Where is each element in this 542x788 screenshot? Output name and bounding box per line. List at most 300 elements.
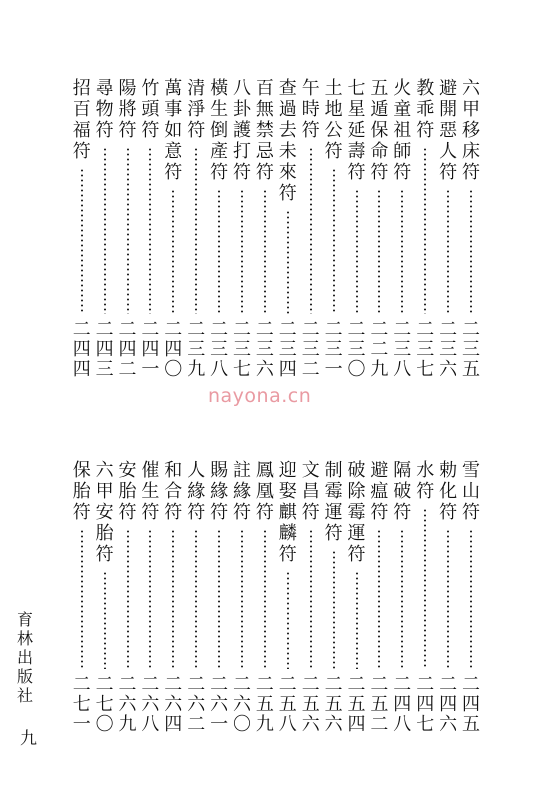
page-number: 九 xyxy=(20,729,37,749)
title-char: 福 xyxy=(72,120,91,141)
title-char: 時 xyxy=(301,99,320,120)
toc-entry[interactable] xyxy=(254,460,276,735)
title-char: 如 xyxy=(164,120,183,141)
toc-entry-page xyxy=(162,675,184,735)
dot-leader xyxy=(149,529,151,669)
publisher-char: 出 xyxy=(16,648,33,667)
toc-entry-title xyxy=(185,78,207,141)
title-char: 符 xyxy=(278,544,297,565)
dot-leader xyxy=(195,147,197,314)
title-char: 符 xyxy=(95,120,114,141)
title-char: 生 xyxy=(141,481,160,502)
dot-leader xyxy=(333,550,335,669)
title-char: 生 xyxy=(210,99,229,120)
title-char: 地 xyxy=(324,99,343,120)
page-digit: 七 xyxy=(95,694,114,715)
dot-leader xyxy=(127,147,129,314)
page-digit: 一 xyxy=(141,359,160,380)
toc-entry[interactable] xyxy=(323,460,345,735)
toc-entry-page xyxy=(185,675,207,735)
page-digit: 二 xyxy=(187,319,206,340)
toc-entry[interactable] xyxy=(414,78,436,380)
title-char: 百 xyxy=(72,99,91,120)
toc-entry-page xyxy=(208,320,230,380)
title-char: 開 xyxy=(439,99,458,120)
title-char: 雪 xyxy=(462,460,480,481)
title-char: 緣 xyxy=(210,481,229,502)
dot-leader xyxy=(447,189,449,314)
toc-entry[interactable] xyxy=(162,78,184,380)
dot-leader xyxy=(470,189,472,314)
toc-entry-title xyxy=(117,78,139,141)
title-char: 淨 xyxy=(187,99,206,120)
dot-leader xyxy=(356,571,358,669)
toc-entry[interactable] xyxy=(162,460,184,735)
page-digit: 六 xyxy=(439,714,458,735)
title-char: 火 xyxy=(393,78,412,99)
title-char: 勅 xyxy=(439,460,458,481)
title-char: 符 xyxy=(210,502,229,523)
title-char: 土 xyxy=(324,78,343,99)
title-char: 符 xyxy=(439,502,458,523)
page-digit: 〇 xyxy=(95,714,114,735)
toc-entry-page xyxy=(94,675,116,735)
toc-entry[interactable] xyxy=(185,460,207,735)
toc-entry[interactable] xyxy=(391,78,413,380)
toc-entry-title xyxy=(139,78,161,141)
title-char: 招 xyxy=(72,78,91,99)
page-digit: 六 xyxy=(301,714,320,735)
title-char: 符 xyxy=(210,162,229,183)
toc-entry[interactable] xyxy=(460,460,482,735)
dot-leader xyxy=(287,210,289,314)
toc-entry[interactable] xyxy=(254,78,276,380)
page-digit: 四 xyxy=(95,339,114,360)
title-char: 去 xyxy=(278,120,297,141)
page-digit: 五 xyxy=(462,359,480,380)
page-digit: 三 xyxy=(393,339,412,360)
dot-leader xyxy=(81,529,83,669)
toc-entry[interactable] xyxy=(346,78,368,380)
title-char: 遁 xyxy=(370,99,389,120)
toc-entry-title xyxy=(117,460,139,523)
title-char: 事 xyxy=(164,99,183,120)
dot-leader xyxy=(104,571,106,669)
toc-section-bottom xyxy=(62,460,482,735)
page-digit: 二 xyxy=(347,674,366,695)
toc-entry[interactable] xyxy=(437,460,459,735)
title-char: 山 xyxy=(462,481,480,502)
toc-entry-page xyxy=(208,675,230,735)
toc-entry[interactable] xyxy=(368,460,390,735)
toc-entry[interactable] xyxy=(346,460,368,735)
title-char: 星 xyxy=(347,99,366,120)
page-digit: 二 xyxy=(118,359,137,380)
title-char: 萬 xyxy=(164,78,183,99)
page-digit: 五 xyxy=(462,714,480,735)
toc-entry[interactable] xyxy=(277,78,299,380)
dot-leader xyxy=(172,529,174,669)
title-char: 緣 xyxy=(187,481,206,502)
page-digit: 二 xyxy=(324,319,343,340)
title-char: 胎 xyxy=(95,523,114,544)
title-char: 符 xyxy=(187,502,206,523)
page-digit: 三 xyxy=(95,359,114,380)
title-char: 符 xyxy=(416,120,435,141)
page-digit: 七 xyxy=(416,714,435,735)
toc-entry[interactable] xyxy=(437,78,459,380)
toc-entry[interactable] xyxy=(414,460,436,735)
title-char: 符 xyxy=(95,544,114,565)
page-digit: 二 xyxy=(301,319,320,340)
dot-leader xyxy=(81,168,83,314)
title-char: 師 xyxy=(393,141,412,162)
page-digit: 二 xyxy=(72,674,91,695)
toc-entry-page xyxy=(323,320,345,380)
title-char: 符 xyxy=(118,120,137,141)
toc-entry-page xyxy=(254,320,276,380)
title-char: 午 xyxy=(301,78,320,99)
title-char: 破 xyxy=(393,481,412,502)
publisher-char: 社 xyxy=(16,686,33,705)
page-digit: 二 xyxy=(164,319,183,340)
toc-entry-title xyxy=(277,78,299,204)
page-digit: 二 xyxy=(210,319,229,340)
title-char: 打 xyxy=(233,141,251,162)
title-char: 六 xyxy=(462,78,480,99)
title-char: 合 xyxy=(164,481,183,502)
page-digit: 七 xyxy=(233,359,251,380)
dot-leader xyxy=(401,189,403,314)
toc-entry[interactable] xyxy=(71,78,93,380)
title-char: 倒 xyxy=(210,120,229,141)
page-digit: 二 xyxy=(370,339,389,360)
title-char: 尋 xyxy=(95,78,114,99)
toc-entry[interactable] xyxy=(368,78,390,380)
title-char: 查 xyxy=(278,78,297,99)
toc-entry-title xyxy=(231,460,253,523)
title-char: 無 xyxy=(255,99,274,120)
page-digit: 二 xyxy=(393,319,412,340)
toc-entry[interactable] xyxy=(231,78,253,380)
title-char: 昌 xyxy=(301,481,320,502)
page-digit: 二 xyxy=(301,674,320,695)
title-char: 符 xyxy=(301,502,320,523)
page-digit: 一 xyxy=(210,714,229,735)
dot-leader xyxy=(447,529,449,669)
title-char: 霉 xyxy=(347,502,366,523)
page-digit: 三 xyxy=(255,339,274,360)
toc-entry[interactable] xyxy=(277,460,299,735)
toc-entry-page xyxy=(71,675,93,735)
title-char: 符 xyxy=(278,183,297,204)
toc-entry-page xyxy=(139,675,161,735)
page-digit: 六 xyxy=(210,694,229,715)
toc-entry-page xyxy=(460,320,482,380)
title-char: 護 xyxy=(233,120,251,141)
toc-entry-title xyxy=(368,78,390,183)
page-digit: 一 xyxy=(324,359,343,380)
title-char: 過 xyxy=(278,99,297,120)
title-char: 保 xyxy=(370,120,389,141)
toc-entry-page xyxy=(437,320,459,380)
title-char: 鳳 xyxy=(255,460,274,481)
page-digit: 二 xyxy=(439,674,458,695)
toc-entry-page xyxy=(231,675,253,735)
title-char: 凰 xyxy=(255,481,274,502)
toc-entry[interactable] xyxy=(460,78,482,380)
title-char: 除 xyxy=(347,481,366,502)
toc-entry-page xyxy=(300,675,322,735)
toc-entry[interactable] xyxy=(231,460,253,735)
page-digit: 二 xyxy=(255,319,274,340)
page-digit: 〇 xyxy=(164,359,183,380)
title-char: 安 xyxy=(118,460,137,481)
page-digit: 五 xyxy=(255,694,274,715)
title-char: 緣 xyxy=(233,481,251,502)
page-digit: 六 xyxy=(233,694,251,715)
page-digit: 二 xyxy=(370,319,389,340)
toc-entry[interactable] xyxy=(323,78,345,380)
title-char: 未 xyxy=(278,141,297,162)
title-char: 制 xyxy=(324,460,343,481)
toc-entry-title xyxy=(323,460,345,544)
toc-entry-title xyxy=(391,460,413,523)
title-char: 卦 xyxy=(233,99,251,120)
page-digit: 〇 xyxy=(347,359,366,380)
toc-entry-title xyxy=(94,78,116,141)
page-digit: 五 xyxy=(370,694,389,715)
page-digit: 五 xyxy=(347,694,366,715)
title-char: 胎 xyxy=(118,481,137,502)
watermark-text: nayona.cn xyxy=(208,385,312,407)
title-char: 公 xyxy=(324,120,343,141)
title-char: 避 xyxy=(439,78,458,99)
title-char: 符 xyxy=(462,162,480,183)
page-digit: 二 xyxy=(118,319,137,340)
title-char: 賜 xyxy=(210,460,229,481)
dot-leader xyxy=(241,529,243,669)
toc-entry-page xyxy=(254,675,276,735)
toc-section-top xyxy=(62,78,482,380)
toc-entry-page xyxy=(71,320,93,380)
page-digit: 二 xyxy=(324,674,343,695)
page-digit: 六 xyxy=(141,694,160,715)
page-digit: 三 xyxy=(210,339,229,360)
title-char: 麟 xyxy=(278,523,297,544)
toc-entry-page xyxy=(414,320,436,380)
toc-entry-title xyxy=(94,460,116,565)
dot-leader xyxy=(287,571,289,669)
page-digit: 一 xyxy=(72,714,91,735)
dot-leader xyxy=(333,168,335,314)
toc-entry-title xyxy=(300,460,322,523)
title-char: 運 xyxy=(324,502,343,523)
title-char: 人 xyxy=(187,460,206,481)
page-digit: 二 xyxy=(233,319,251,340)
page-digit: 四 xyxy=(278,359,297,380)
page-digit: 九 xyxy=(370,359,389,380)
title-char: 產 xyxy=(210,141,229,162)
publisher-char: 育 xyxy=(16,610,33,629)
toc-entry-page xyxy=(117,320,139,380)
toc-entry-page xyxy=(117,675,139,735)
toc-entry[interactable] xyxy=(391,460,413,735)
toc-entry-page xyxy=(300,320,322,380)
title-char: 竹 xyxy=(141,78,160,99)
toc-entry[interactable] xyxy=(71,460,93,735)
toc-entry[interactable] xyxy=(300,460,322,735)
page-digit: 二 xyxy=(141,319,160,340)
title-char: 麒 xyxy=(278,502,297,523)
title-char: 符 xyxy=(347,162,366,183)
page-digit: 九 xyxy=(255,714,274,735)
toc-entry-title xyxy=(254,460,276,523)
title-char: 符 xyxy=(164,502,183,523)
page-digit: 四 xyxy=(462,694,480,715)
page-digit: 二 xyxy=(210,674,229,695)
dot-leader xyxy=(356,189,358,314)
title-char: 符 xyxy=(72,502,91,523)
page-digit: 二 xyxy=(95,674,114,695)
title-char: 乖 xyxy=(416,99,435,120)
toc-entry-title xyxy=(208,460,230,523)
toc-entry-page xyxy=(277,675,299,735)
page-digit: 六 xyxy=(164,694,183,715)
page-digit: 四 xyxy=(416,694,435,715)
title-char: 符 xyxy=(164,162,183,183)
dot-leader xyxy=(470,529,472,669)
toc-entry-page xyxy=(277,320,299,380)
title-char: 符 xyxy=(439,162,458,183)
title-char: 瘟 xyxy=(370,481,389,502)
toc-entry-page xyxy=(323,675,345,735)
title-char: 將 xyxy=(118,99,137,120)
toc-entry-title xyxy=(277,460,299,565)
title-char: 符 xyxy=(301,120,320,141)
toc-entry-page xyxy=(368,675,390,735)
toc-entry-page xyxy=(94,320,116,380)
page-digit: 六 xyxy=(324,714,343,735)
title-char: 來 xyxy=(278,162,297,183)
title-char: 符 xyxy=(370,502,389,523)
page-digit: 〇 xyxy=(233,714,251,735)
title-char: 霉 xyxy=(324,481,343,502)
title-char: 水 xyxy=(416,460,435,481)
title-char: 符 xyxy=(233,502,251,523)
toc-entry[interactable] xyxy=(94,460,116,735)
toc-entry[interactable] xyxy=(94,78,116,380)
dot-leader xyxy=(127,529,129,669)
title-char: 童 xyxy=(393,99,412,120)
toc-entry[interactable] xyxy=(139,78,161,380)
page-digit: 九 xyxy=(118,714,137,735)
title-char: 移 xyxy=(462,120,480,141)
toc-entry[interactable] xyxy=(208,78,230,380)
title-char: 物 xyxy=(95,99,114,120)
page-digit: 三 xyxy=(347,339,366,360)
title-char: 運 xyxy=(347,523,366,544)
title-char: 忌 xyxy=(255,141,274,162)
title-char: 符 xyxy=(393,162,412,183)
page-digit: 三 xyxy=(301,339,320,360)
dot-leader xyxy=(195,529,197,669)
toc-entry[interactable] xyxy=(300,78,322,380)
toc-entry-page xyxy=(391,320,413,380)
page-digit: 三 xyxy=(233,339,251,360)
toc-entry[interactable] xyxy=(185,78,207,380)
page-digit: 四 xyxy=(393,694,412,715)
title-char: 延 xyxy=(347,120,366,141)
page-digit: 二 xyxy=(393,674,412,695)
toc-entry[interactable] xyxy=(208,460,230,735)
toc-entry-title xyxy=(391,78,413,183)
title-char: 人 xyxy=(439,141,458,162)
dot-leader xyxy=(401,529,403,669)
page-digit: 六 xyxy=(439,359,458,380)
title-char: 娶 xyxy=(278,481,297,502)
toc-entry-page xyxy=(162,320,184,380)
title-char: 六 xyxy=(95,460,114,481)
title-char: 符 xyxy=(324,523,343,544)
title-char: 符 xyxy=(118,502,137,523)
toc-entry-page xyxy=(414,675,436,735)
page-digit: 六 xyxy=(255,359,274,380)
title-char: 祖 xyxy=(393,120,412,141)
title-char: 七 xyxy=(347,78,366,99)
title-char: 胎 xyxy=(72,481,91,502)
page-digit: 二 xyxy=(278,319,297,340)
page-digit: 八 xyxy=(141,714,160,735)
title-char: 命 xyxy=(370,141,389,162)
title-char: 安 xyxy=(95,502,114,523)
dot-leader xyxy=(378,529,380,669)
toc-entry-page xyxy=(231,320,253,380)
page-digit: 二 xyxy=(416,319,435,340)
title-char: 催 xyxy=(141,460,160,481)
toc-entry-page xyxy=(391,675,413,735)
dot-leader xyxy=(310,147,312,314)
page-digit: 九 xyxy=(187,359,206,380)
title-char: 符 xyxy=(462,502,480,523)
toc-entry-title xyxy=(71,460,93,523)
toc-entry[interactable] xyxy=(117,460,139,735)
page-digit: 二 xyxy=(95,319,114,340)
toc-entry-title xyxy=(460,78,482,183)
toc-entry-page xyxy=(185,320,207,380)
toc-entry[interactable] xyxy=(139,460,161,735)
title-char: 壽 xyxy=(347,141,366,162)
toc-entry-page xyxy=(346,320,368,380)
dot-leader xyxy=(218,189,220,314)
dot-leader xyxy=(378,189,380,314)
toc-entry-page xyxy=(437,675,459,735)
title-char: 符 xyxy=(233,162,251,183)
dot-leader xyxy=(149,147,151,314)
title-char: 符 xyxy=(141,502,160,523)
page-digit: 二 xyxy=(370,714,389,735)
title-char: 符 xyxy=(324,141,343,162)
page-digit: 五 xyxy=(278,694,297,715)
toc-entry-page xyxy=(346,675,368,735)
toc-entry[interactable] xyxy=(117,78,139,380)
toc-entry-title xyxy=(300,78,322,141)
toc-entry-page xyxy=(368,320,390,380)
title-char: 迎 xyxy=(278,460,297,481)
toc-entry-title xyxy=(414,460,436,502)
toc-entry-title xyxy=(460,460,482,523)
page-digit: 二 xyxy=(255,674,274,695)
